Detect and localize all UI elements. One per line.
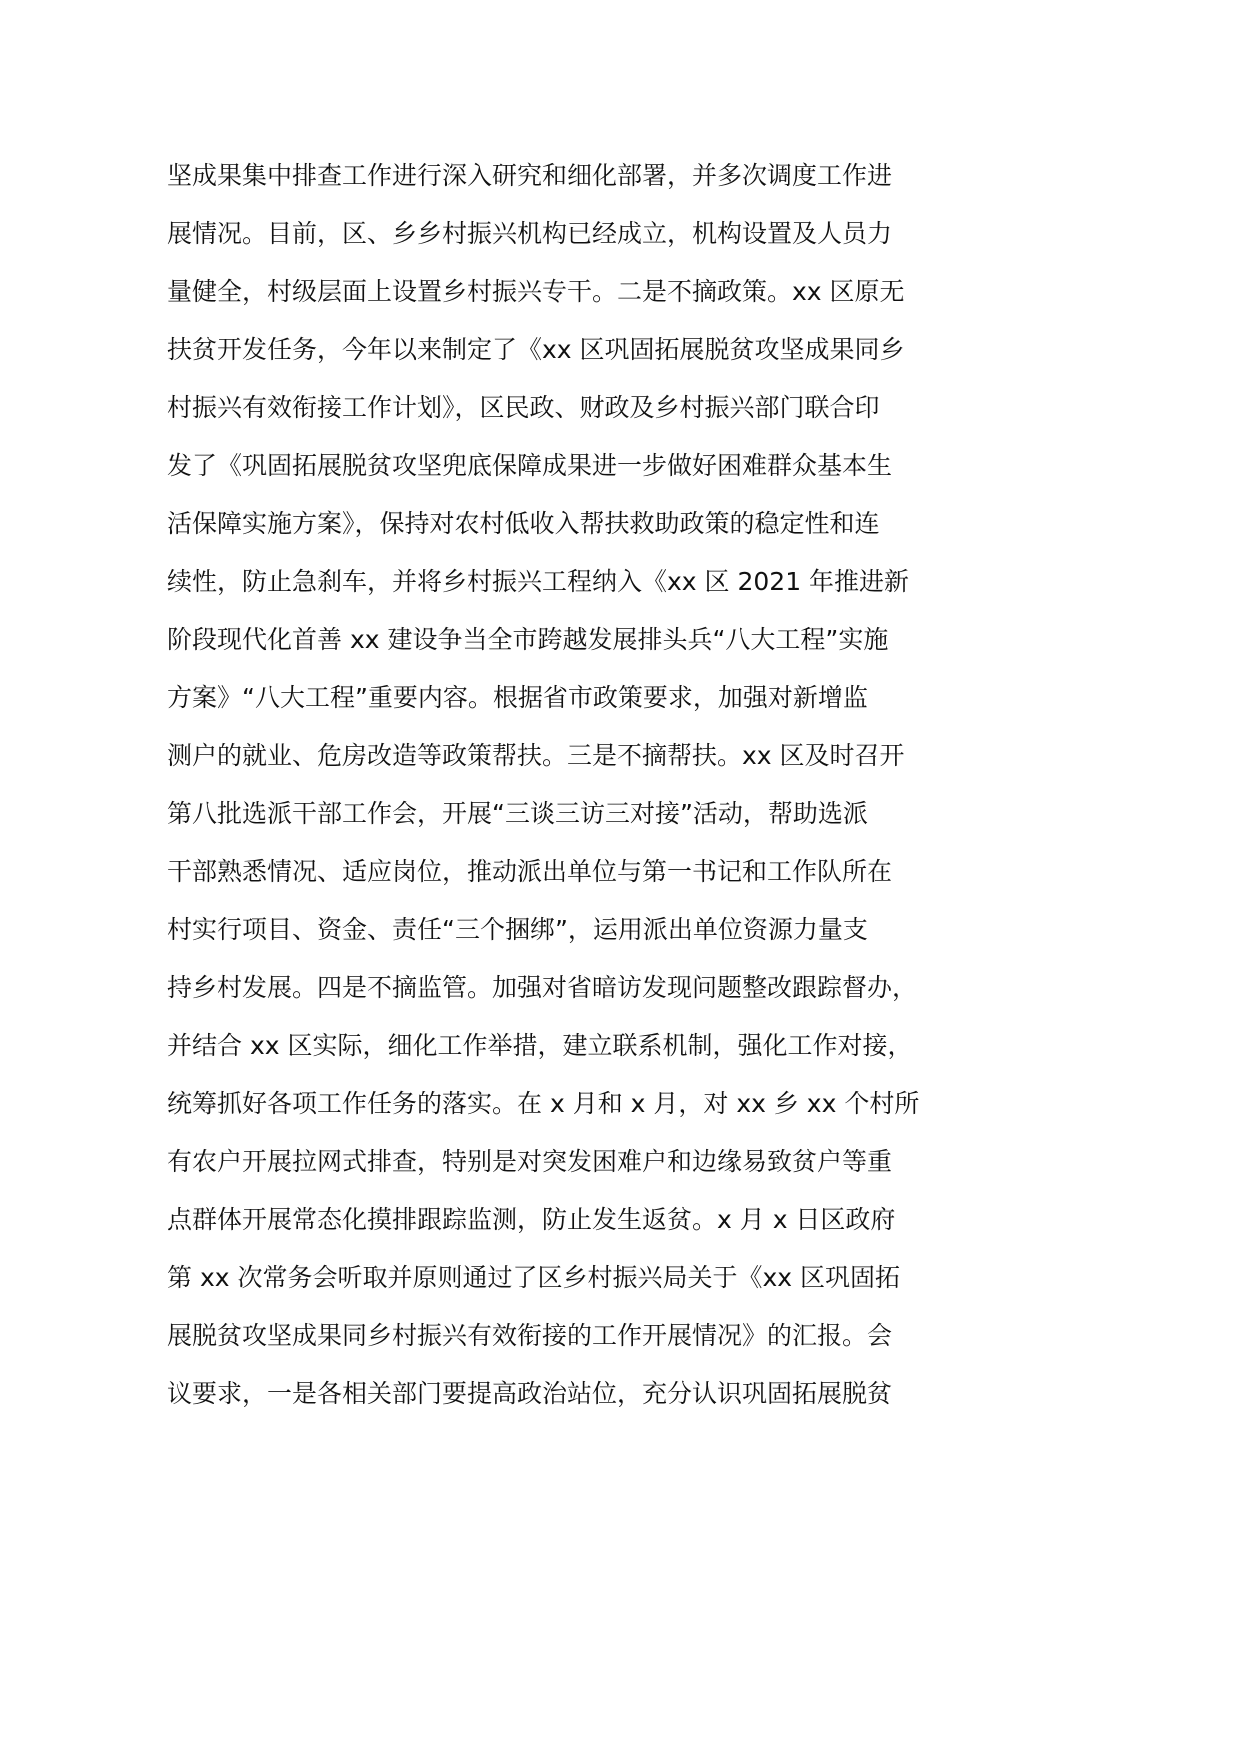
text-line: 第 xx 次常务会听取并原则通过了区乡村振兴局关于《xx 区巩固拓 (167, 1263, 901, 1292)
text-line: 发了《巩固拓展脱贫攻坚兜底保障成果进一步做好困难群众基本生 (167, 451, 893, 480)
body-text (167, 150, 957, 1426)
text-line: 坚成果集中排查工作进行深入研究和细化部署，并多次调度工作进 (167, 161, 893, 190)
text-line: 展情况。目前，区、乡乡村振兴机构已经成立，机构设置及人员力 (167, 219, 893, 248)
text-line: 有农户开展拉网式排查，特别是对突发困难户和边缘易致贫户等重 (167, 1147, 893, 1176)
text-line: 续性，防止急刹车，并将乡村振兴工程纳入《xx 区 2021 年推进新 (167, 567, 910, 596)
text-line: 村实行项目、资金、责任“三个捆绑”，运用派出单位资源力量支 (167, 915, 868, 944)
text-line: 第八批选派干部工作会，开展“三谈三访三对接”活动，帮助选派 (167, 799, 868, 828)
text-line: 干部熟悉情况、适应岗位，推动派出单位与第一书记和工作队所在 (167, 857, 893, 886)
text-line: 活保障实施方案》，保持对农村低收入帮扶救助政策的稳定性和连 (167, 509, 880, 538)
text-line: 村振兴有效衔接工作计划》，区民政、财政及乡村振兴部门联合印 (167, 393, 880, 422)
text-line: 方案》“八大工程”重要内容。根据省市政策要求，加强对新增监 (167, 683, 868, 712)
text-line: 统筹抓好各项工作任务的落实。在 x 月和 x 月，对 xx 乡 xx 个村所 (167, 1089, 920, 1118)
text-line: 点群体开展常态化摸排跟踪监测，防止发生返贫。x 月 x 日区政府 (167, 1205, 896, 1234)
text-line: 扶贫开发任务，今年以来制定了《xx 区巩固拓展脱贫攻坚成果同乡 (167, 335, 905, 364)
text-line: 展脱贫攻坚成果同乡村振兴有效衔接的工作开展情况》的汇报。会 (167, 1321, 893, 1350)
text-line: 阶段现代化首善 xx 建设争当全市跨越发展排头兵“八大工程”实施 (167, 625, 889, 654)
text-line: 量健全，村级层面上设置乡村振兴专干。二是不摘政策。xx 区原无 (167, 277, 905, 306)
text-line: 并结合 xx 区实际，细化工作举措，建立联系机制，强化工作对接， (167, 1031, 913, 1060)
text-line: 持乡村发展。四是不摘监管。加强对省暗访发现问题整改跟踪督办， (167, 973, 918, 1002)
text-line: 议要求，一是各相关部门要提高政治站位，充分认识巩固拓展脱贫 (167, 1379, 893, 1408)
text-line: 测户的就业、危房改造等政策帮扶。三是不摘帮扶。xx 区及时召开 (167, 741, 905, 770)
